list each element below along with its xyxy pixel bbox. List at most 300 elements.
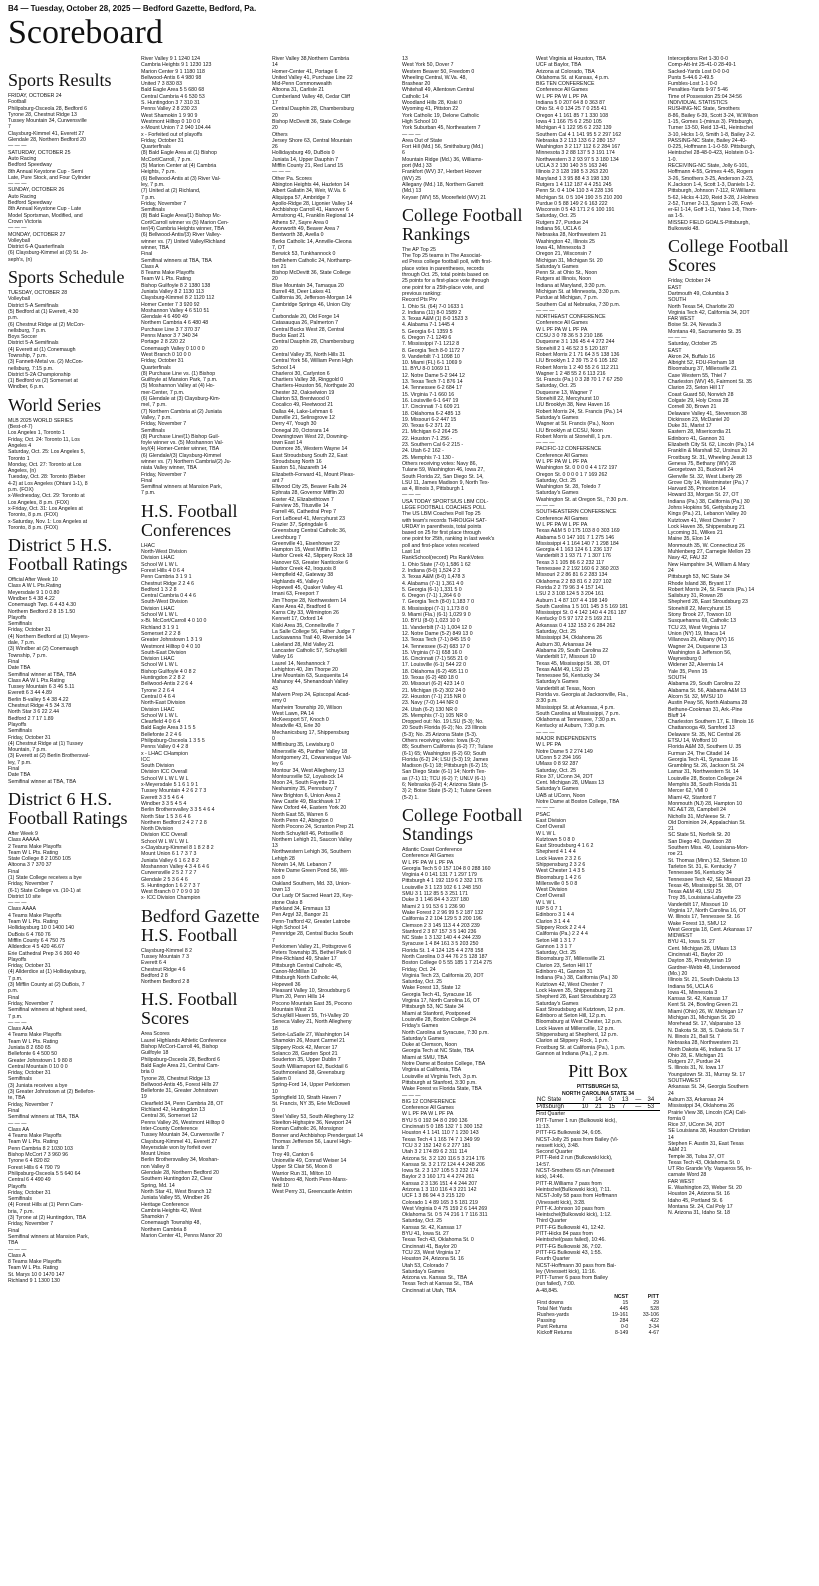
table-row xyxy=(536,1104,660,1111)
text-line: Pittsburgh North Catholic 44, xyxy=(272,975,339,982)
text-block xyxy=(8,831,132,1284)
text-line: Monmouth 35, W. Connecticut 26 xyxy=(668,542,745,549)
text-line: Michigan 31, Michigan St. 20 xyxy=(668,1015,735,1022)
text-line: Claysburg-Kimmel 8 2 1120 112 xyxy=(141,295,215,302)
text-line: PITT-FG Bulkowski 43, 1:55. xyxy=(536,1249,603,1256)
text-line: Marion Center 41, Penns Manor 20 xyxy=(141,1232,223,1239)
text-line: Nebraska 28, Northwestern 21 xyxy=(668,1040,739,1047)
text-line: Fourth Quarter xyxy=(536,1256,571,1263)
text-line: te, TBA xyxy=(8,1095,26,1102)
text-line: Lock Haven 35, Shippensburg 21 xyxy=(536,987,613,994)
text-line: United Valley 41, Purchase Line 22 xyxy=(272,74,353,81)
text-line: Blue Mountain 34, Tamaqua 20 xyxy=(272,282,344,289)
text-line: Tyrone 2 2 6 4 xyxy=(141,687,175,694)
text-line: Colorado 1 4 89 165 3 5 181 219 xyxy=(402,1199,478,1206)
text-line: School W L W L W L xyxy=(141,838,189,845)
text-line: SOUTHWEST xyxy=(668,1078,702,1085)
text-line: nessett kick), 3:48. xyxy=(536,1142,580,1149)
text-line: SATURDAY, OCTOBER 25 xyxy=(8,149,71,156)
text-line: 8th Annual Keystone Cup - Semi xyxy=(8,168,83,175)
text-line: Montgomery 21, Cowanesque Val- xyxy=(272,754,352,761)
text-line: Cambridge Springs 46, Union City xyxy=(272,301,351,308)
text-line: 24. Utah 6-2 162 - xyxy=(402,448,444,455)
text-line: Comp-Att-Int 25-41-0 28-49-1 xyxy=(668,62,737,69)
text-line: — — — xyxy=(536,440,555,447)
text-line: 25. Memphis 7-1 130 - xyxy=(402,454,454,461)
text-line: lands 7 xyxy=(272,1145,289,1152)
text-line: Forest Hills 4 0 6 4 xyxy=(141,567,185,574)
text-line: Robert Morris 2 1 71 64 3 5 138 136 xyxy=(536,351,620,358)
text-line: ley 6 xyxy=(272,761,283,768)
text-line: Cincinnati at Utah, TBA xyxy=(402,1287,456,1294)
text-line: Colgate 29, Holy Cross 28 xyxy=(668,397,729,404)
text-line: PITT-FG Bulkowski 34, 6:05. xyxy=(536,1130,603,1137)
text-line: North-East Division xyxy=(141,700,186,707)
text-line: Louisville at Virginia Tech, 3 p.m. xyxy=(402,1073,478,1080)
text-line: After Week 9 xyxy=(8,830,38,837)
text-line: Maryland 1 3 95 88 4 3 198 130 xyxy=(536,175,610,182)
text-line: Wagner 1 2 48 55 2 6 113 216 xyxy=(536,370,606,377)
text-line: Springfield 10, Strath Haven 7 xyxy=(272,1094,342,1101)
text-line: FAR WEST xyxy=(668,1178,695,1185)
text-line: S. Huntingdon 3 7 310 31 xyxy=(141,100,200,107)
text-line: Robert Morris at Stonehill, 1 p.m. xyxy=(536,433,612,440)
text-line: Valley, 7 p.m. xyxy=(141,414,172,421)
text-line: Semifinal winners at highest seed, xyxy=(8,1007,87,1014)
text-line: Fort LeBoeuf 41, Mercyhurst 23 xyxy=(272,515,345,522)
box-subtitle: NORTH CAROLINA STATE 34 xyxy=(562,1090,634,1097)
text-line: PSAC xyxy=(536,811,551,818)
text-line: Friday, November 7 xyxy=(141,200,187,207)
text-line: Division ICC Overall xyxy=(141,769,188,776)
text-line: — — — xyxy=(272,169,291,176)
text-line: Whitehall 49, Allentown Central xyxy=(402,87,474,94)
text-line: Everett 6 3 44 4.89 xyxy=(8,690,52,697)
text-line: Tussey Mountain 34, Curwensville 7 xyxy=(141,1132,225,1139)
text-line: Wake Forest 13, State 12 xyxy=(402,985,461,992)
text-line: one point for a 25th-place vote, and xyxy=(402,284,484,291)
text-line: (7) United at (2) Richland, xyxy=(141,188,201,195)
text-block xyxy=(141,948,265,986)
text-line: Virginia Tech 42, California 34, 2OT xyxy=(668,309,750,316)
text-line: Semifinal winners at TBA, TBA xyxy=(141,257,212,264)
text-line: 9. Miami (Fla.) (6-1) 1,029 9 0 xyxy=(402,612,471,619)
text-line: Berwick 53, Tunkhannock 0 xyxy=(272,251,336,258)
text-line: Gardner-Webb 48, Lindenwood xyxy=(668,964,741,971)
text-line: Indiana at Maryland, 3:30 p.m. xyxy=(536,282,607,289)
text-line: Vanderbilt 3 1 93 71 7 1 307 176 xyxy=(536,553,611,560)
text-line: (5) Marion Center at (4) Cambria xyxy=(141,163,217,170)
text-line: Line Mountain 63, Susquenita 14 xyxy=(272,673,348,680)
text-line: St. Francis (Pa.) 0 3 28 70 1 7 67 250 xyxy=(536,377,623,384)
text-line: District 10 site xyxy=(8,893,41,900)
text-line: Sacked-Yards Lost 0-0 0-0 xyxy=(668,68,730,75)
text-line: PITT-Hicks 84 pass from xyxy=(536,1231,593,1238)
text-line: port (Md.) 33 xyxy=(402,163,432,170)
table-cell: 8-149 xyxy=(615,1330,629,1336)
text-line: Charleroi 30, Carlynton 6 xyxy=(272,370,330,377)
text-line: Hampton 15, West Mifflin 13 xyxy=(272,547,337,554)
text-line: School W L W L xyxy=(141,612,178,619)
text-line: Solanco 28, Garden Spot 21 xyxy=(272,1050,338,1057)
text-line: Bellefonte 2 2 4 6 xyxy=(141,731,182,738)
line-score-table xyxy=(536,1097,660,1112)
text-line: Harvard 35, Princeton 14 xyxy=(668,486,726,493)
text-line: ETSU 14, Wofford 10 xyxy=(668,737,718,744)
text-line: Northern Lehigh 21, Saucon Valley xyxy=(272,836,353,843)
text-line: Oregon 4 1 161 85 7 1 330 108 xyxy=(536,112,609,119)
text-line: Chestnut Ridge 4 5 34 3.78 xyxy=(8,703,72,710)
text-line: (3) Mifflin County at (2) DuBois, 7 xyxy=(8,982,85,989)
text-line: Penn-Trafford 42, Greater Latrobe xyxy=(272,918,351,925)
text-line: Northern Bedford 2 4 2 7 2 8 xyxy=(141,819,207,826)
text-line: Bloomsburg 1 4 2 6 xyxy=(536,874,581,881)
text-line: — — — xyxy=(8,900,27,907)
section-heading: Sports Schedule xyxy=(8,267,125,288)
text-line: Hollidaysburg 10 0 1400 140 xyxy=(8,925,75,932)
text-line: North Pocono 24, Scranton Prep 21 xyxy=(272,824,355,831)
text-line: W L PF PA W L PF PA xyxy=(402,1111,454,1118)
text-line: Central 36, Somerset 12 xyxy=(141,1113,198,1120)
text-line: 7. Mississippi 7-1 1212 8 xyxy=(402,341,460,348)
text-line: 19 xyxy=(141,1094,147,1101)
text-line: 4 Teams Make Playoffs xyxy=(8,1133,62,1140)
text-line: Clemson 2 3 145 113 4 4 203 239 xyxy=(402,922,480,929)
text-block xyxy=(402,847,526,1294)
text-line: 16. Louisville 6-1 647 19 xyxy=(402,397,459,404)
text-line: Toronto, 8 p.m. (FOX) xyxy=(8,524,59,531)
table-cell: 0 xyxy=(607,1097,620,1104)
text-line: Hopewell 45, Quaker Valley 41 xyxy=(272,584,343,591)
text-line: ter/(4) Cambria Heights winner, TBA xyxy=(141,226,225,233)
text-line: Semifinal winner at TBA, TBA xyxy=(8,671,77,678)
text-line: School W L W L W L xyxy=(141,775,189,782)
text-line: Saturday's Games xyxy=(536,414,579,421)
text-line: ley/(4) Homer-Center winner, TBA xyxy=(141,446,220,453)
text-line: stone Oaks 8 xyxy=(272,899,303,906)
text-line: South Williamsport 62, Bucktail 6 xyxy=(272,1063,348,1070)
text-line: 17. Cincinnati 7-1 609 21 xyxy=(402,404,460,411)
text-line: Meyersdale won by forfeit over xyxy=(141,1144,212,1151)
text-line: EAST xyxy=(668,284,682,291)
text-line: Nicholls 31, McNeese St. 7 xyxy=(668,813,731,820)
text-line: nellsburg, 7 p.m. xyxy=(8,327,47,334)
text-line: (6) Glendale/(3) Claysburg-Kimmel xyxy=(141,452,222,459)
text-line: Pennridge 28, Central Bucks South xyxy=(272,931,354,938)
text-line: Laurel 14, Neshannock 7 xyxy=(272,660,330,667)
text-line: Texas Tech at Kansas St., TBA xyxy=(402,1281,474,1288)
text-line: 1. Ohio State (7-0) 1,586 1 62 xyxy=(402,561,471,568)
text-line: Shepherd 28, East Stroudsburg 23 xyxy=(536,994,616,1001)
text-line: Homer-Center 41, Portage 6 xyxy=(272,68,338,75)
text-line: Franklin & Marshall 52, Ursinus 20 xyxy=(668,448,748,455)
text-line: carnate Word 28 xyxy=(668,1172,707,1179)
text-line: with team's records THROUGH SAT- xyxy=(402,517,487,524)
text-line: ed Press college football poll, with first- xyxy=(402,259,492,266)
text-line: 12. Notre Dame 5-2 944 12 xyxy=(402,372,465,379)
text-line: Harbor Creek 42, Slippery Rock 18 xyxy=(272,553,353,560)
text-line: Auburn 33, Arkansas 24 xyxy=(668,1096,724,1103)
text-line: Semifinals xyxy=(8,1076,32,1083)
text-line: W L PF PA W L PF PA xyxy=(402,859,454,866)
text-line: Coast Guard 50, Norwich 28 xyxy=(668,391,734,398)
text-line: Iowa 4 1 166 75 6 2 250 105 xyxy=(536,118,602,125)
text-line: W L W L xyxy=(536,830,556,837)
text-line: Auto Racing xyxy=(8,193,37,200)
text-line: Bishop McDevitt 36, State College xyxy=(272,270,351,277)
text-line: Record Pts Prv xyxy=(402,297,437,304)
text-line: Friday, October 24 xyxy=(668,278,711,285)
text-line: Kansas St. 42, Kansas 17 xyxy=(402,1224,462,1231)
text-line: Navy 42, FAU 32 xyxy=(668,555,708,562)
text-line: Souderton 35, Upper Dublin 7 xyxy=(272,1057,341,1064)
text-line: x - LHAC CHampion xyxy=(141,750,188,757)
text-line: BIG 12 CONFERENCE xyxy=(402,1098,456,1105)
text-line: — — — xyxy=(402,492,421,499)
text-line: NCST-Jolly 25 pass from Bailey (Vi- xyxy=(536,1136,619,1143)
text-line: Saturday, Oct. 25 xyxy=(402,1218,442,1225)
text-line: Township, 7 p.m. xyxy=(8,652,47,659)
text-line: Houston 24, Arizona St. 16 xyxy=(668,1191,730,1198)
text-line: Utah 53, Colorado 7 xyxy=(402,1262,449,1269)
text-line: North Star 3 6 22 2.44 xyxy=(8,709,60,716)
text-line: School 14 xyxy=(272,364,296,371)
text-line: Indiana (Pa.) 38, California (Pa.) 30 xyxy=(536,975,618,982)
text-line: Albright 52, FDU-Florham 18 xyxy=(668,360,735,367)
text-line: Bedford 2 7 17 1.89 xyxy=(8,715,54,722)
text-line: Semifinal winners at Mansion Park, xyxy=(8,1233,90,1240)
text-line: Everett 3 3 5 4 6 4 xyxy=(141,794,184,801)
text-line: Guilfoyle at Mansion Park, 7 p.m. xyxy=(141,377,218,384)
text-line: Clarion 23, Seton Hill 17 xyxy=(668,385,724,392)
text-line: California (Pa.) 2 2 4 4 xyxy=(536,931,588,938)
text-line: Louisville 3 1 123 102 6 1 248 150 xyxy=(402,884,482,891)
text-line: Third Quarter xyxy=(536,1218,567,1225)
text-line: URDAY in parenthesis, total points xyxy=(402,523,482,530)
text-block xyxy=(141,543,265,902)
text-line: New Hampshire 34, William & Mary xyxy=(668,561,750,568)
text-line: Akron 24, Buffalo 16 xyxy=(668,353,715,360)
text-line: Baylor 2 3 160 171 4 4 274 261 xyxy=(402,1174,475,1181)
text-line: 20 xyxy=(272,112,278,119)
section-heading: Pitt Box xyxy=(568,1061,628,1082)
text-line: 2. Indiana (11) 8-0 1589 2 xyxy=(402,309,462,316)
text-line: Our Lady Of Sacred Heart 23, Key- xyxy=(272,893,354,900)
text-line: Mississippi St. at Arkansas, 4 p.m. xyxy=(536,704,615,711)
text-line: Friday, November 7 xyxy=(141,471,187,478)
text-line: Kansas St. 42, Kansas 17 xyxy=(668,996,728,1003)
text-line: Notre Dame at Boston College, TBA xyxy=(536,799,620,806)
text-line: Bishop Guilfoyle 8 2 1380 138 xyxy=(141,282,211,289)
text-line: (3) Greater Johnstown at (2) Bellefon- xyxy=(8,1089,96,1096)
text-line: Temple 38, Tulsa 37, OT xyxy=(668,1153,725,1160)
text-line: Frazier 37, Springdale 6 xyxy=(272,521,328,528)
text-line: MAJOR INDEPENDENTS xyxy=(536,736,597,743)
text-line: Allegany (Md.) 18, Northern Garrett xyxy=(402,181,484,188)
text-line: Playoffs xyxy=(8,956,27,963)
text-line: River Valley 9 1 1240 124 xyxy=(141,56,201,62)
text-line: (4) Forest Hills at (1) Penn Cam- xyxy=(8,1202,83,1209)
text-line: Imani 63, Freeport 7 xyxy=(272,591,319,598)
text-line: Cincinnati 41, Baylor 20 xyxy=(668,952,723,959)
text-line: Friday, November 7 xyxy=(8,1221,54,1228)
text-line: Frostburg St. at California (Pa.), 1 p.m. xyxy=(536,1044,626,1051)
text-line: (1) State College receives a bye xyxy=(8,874,82,881)
section-heading: College Football Standings xyxy=(402,804,523,844)
text-line: Saturday, Oct. 25 xyxy=(536,213,576,220)
text-line: North Star 41, West Branch 12 xyxy=(141,1188,212,1195)
text-line: West Branch 0 10 0 0 xyxy=(141,351,191,358)
text-line: Laurel Highlands Athletic Conference xyxy=(141,1037,227,1044)
text-line: Mount Union 6 1 7 3 7 3 xyxy=(141,851,197,858)
text-line: Spring, Md. 14 xyxy=(141,1182,175,1189)
text-line: Canon-McMillan 10 xyxy=(272,969,317,976)
text-line: Kentucky 0 5 97 172 2 5 169 211 xyxy=(536,616,612,623)
text-line: p.m. xyxy=(8,315,19,322)
text-line: one point for 25th, ranking in last week's xyxy=(402,536,495,543)
text-line: TBA xyxy=(8,1240,19,1247)
text-line: seph's, (n) xyxy=(8,256,33,263)
text-line: Stony Brook 27, Towson 10 xyxy=(668,612,732,619)
text-line: SOUTH xyxy=(668,675,687,682)
text-line: MONDAY, OCTOBER 27 xyxy=(8,231,66,238)
text-line: Central Valley 35, North Hills 31 xyxy=(272,351,346,358)
text-line: 15. Virginia 7-1 660 16 xyxy=(402,391,455,398)
text-line: RECEIVING-NC State, Jolly 6-101, xyxy=(668,163,749,170)
text-line: Penalties-Yards 9-97 5-46 xyxy=(668,87,728,94)
text-line: Tussey Mountain 6 3 46 5.11 xyxy=(8,684,75,691)
text-line: Team W L Pts. Rating xyxy=(8,1139,58,1146)
text-line: Florida A&M 33, Southern U. 35 xyxy=(668,744,742,751)
text-line: Kansas 2 3 136 151 4 4 244 207 xyxy=(402,1180,477,1187)
text-line: er-El 1-14, Goff 1-11, Yates 1-8, Thom- xyxy=(668,207,758,214)
text-line: Tennessee 2 2 192 160 6 2 360 203 xyxy=(536,566,619,573)
text-line: Waynesburg 0 xyxy=(668,656,702,663)
text-line: Friday, October 31 xyxy=(141,137,184,144)
text-line: (6) Glendale at (3) Claysburg-Kim- xyxy=(141,396,221,403)
text-line: Farrell 46, Cathedral Prep 7 xyxy=(272,509,337,516)
text-line: North Carolina at Syracuse, 7:30 p.m. xyxy=(402,1029,489,1036)
text-line: Hoffmann 4-55, Grimes 4-45, Rogers xyxy=(668,169,754,176)
text-line: Manheim Township 20, Wilson xyxy=(272,704,342,711)
text-line: Jim Thorpe 28, Northwestern 14 xyxy=(272,597,347,604)
text-line: South Florida 22, San Diego St. 14, xyxy=(402,473,484,480)
text-line: Angeles, (n) xyxy=(8,468,36,475)
text-line: Catasauqua 26, Palmerton 7 xyxy=(272,320,339,327)
text-line: Final xyxy=(8,658,20,665)
text-line: Clarion 23, Seton Hill 17 xyxy=(536,962,592,969)
text-line: (6) Bellwood-Antis/(3) River Valley- xyxy=(141,232,222,239)
section-heading: College Football Scores xyxy=(668,236,789,276)
table-cell: 14 xyxy=(594,1097,607,1104)
text-line: Berlin B-valley 5 4 38 4.22 xyxy=(8,696,69,703)
text-line: Spring-Ford 14, Upper Perkiomen xyxy=(272,1082,350,1089)
text-line: East Stroudsburg South 22, East xyxy=(272,452,348,459)
text-line: Mississippi St. 0 4 142 140 4 4 261 187 xyxy=(536,610,627,617)
text-line: SC State 51, Norfolk St. 20 xyxy=(668,832,731,839)
text-line: Final xyxy=(141,477,153,484)
text-line: Chattanooga 49, Samford 13 xyxy=(668,725,735,732)
text-line: Mifflinburg 35, Lewisburg 0 xyxy=(272,742,334,749)
text-line: Frostburg St. 31, Wheeling Jesuit 13 xyxy=(668,454,752,461)
text-line: S. Illinois 31, N. Iowa 17 xyxy=(668,1065,724,1072)
text-line: Los Angeles 1, Toronto 1 xyxy=(8,430,66,437)
text-line: W. Illinois 17, Tennessee St. 16 xyxy=(668,914,740,921)
text-line: Class A W L Pts.Rating xyxy=(8,583,62,590)
text-line: Juniata 14, Upper Dauphin 7 xyxy=(272,156,339,163)
text-line: 18. Oklahoma 6-2 485 13 xyxy=(402,410,461,417)
text-line: Richland 42, Huntingdon 13 xyxy=(141,1107,206,1114)
text-line: 11:13. xyxy=(536,1123,551,1130)
section-heading: H.S. Football Conferences xyxy=(141,500,238,540)
table-cell: NCST xyxy=(614,1294,629,1300)
text-line: Arkansas 0 4 132 153 2 6 284 262 xyxy=(536,622,616,629)
text-line: Valley 16 xyxy=(272,654,293,661)
text-line: Juniata Valley 6 1 6 2 8 2 xyxy=(141,857,199,864)
text-line: Bellefonte 31, Greater Johnstown xyxy=(141,1088,218,1095)
text-line: Rutgers 1 4 112 187 4 4 251 245 xyxy=(536,181,612,188)
text-line: Friday, November 7 xyxy=(8,1101,54,1108)
section-heading: District 6 H.S. Football Ratings xyxy=(8,788,128,828)
text-line: Cornell 30, Brown 21 xyxy=(668,404,717,411)
text-line: The AP Top 25 xyxy=(402,246,436,253)
text-line: NC State 1 3 132 140 4 4 244 239 xyxy=(402,935,481,942)
text-line: Parkland 34, Emmaus 13 xyxy=(272,906,331,913)
text-line: SUNDAY, OCTOBER 26 xyxy=(8,187,65,194)
text-line: Semifinal winners at TBA, TBA xyxy=(8,1114,79,1121)
text-line: McKeesport 57, Knoch 0 xyxy=(272,717,329,724)
text-line: Cincinnati 41, Baylor 20 xyxy=(402,1243,457,1250)
text-line: First Quarter xyxy=(536,1111,566,1118)
text-line: Texas Tech 4 1 165 74 7 1 349 99 xyxy=(402,1136,480,1143)
text-line: as 4, Illinois 3, Pittsburgh 1 xyxy=(402,486,464,493)
text-line: Playoffs xyxy=(8,721,27,728)
text-line: 16. Cincinnati (7-1) 565 21 0 xyxy=(402,656,468,663)
text-line: Brashear 20 xyxy=(402,81,431,88)
text-line: Ephrata 28, Governor Mifflin 20 xyxy=(272,490,344,497)
text-line: Bedford Speedway xyxy=(8,200,52,207)
text-block xyxy=(668,278,792,1216)
text-line: field 10 xyxy=(272,1183,289,1190)
text-line: Tennessee 56, Kentucky 34 xyxy=(536,673,600,680)
text-line: son 0 xyxy=(272,874,285,881)
text-line: Erie Cathedral Prep 3 6 360 40 xyxy=(8,950,80,957)
text-line: Leechburg 7 xyxy=(272,534,301,541)
text-line: Arizona vs. Kansas St., TBA xyxy=(402,1275,468,1282)
text-line: UT Rio Grande Vly. Vaqueros 56, In- xyxy=(668,1166,752,1173)
text-line: Montana 49, Sacramento St. 35 xyxy=(668,328,742,335)
text-line: PITT-K.Johnson 10 pass from xyxy=(536,1205,605,1212)
text-line: Bloomsburg 37, Millersville 21 xyxy=(668,366,737,373)
text-line: Lock Haven 2 3 2 6 xyxy=(536,855,581,862)
text-line: Indiana (Pa.) 38, California (Pa.) 30 xyxy=(668,498,750,505)
text-line: Philipsburg-Osceola 5 5 640 64 xyxy=(8,1170,81,1177)
table-cell: 528 xyxy=(650,1306,659,1312)
text-line: (5) Moshannon Valley at (4) Ho- xyxy=(141,383,215,390)
text-line: Michigan 31, Michigan St. 20 xyxy=(536,257,603,264)
text-line: Iowa St. 2 3 137 105 5 3 232 174 xyxy=(402,1168,479,1175)
text-line: (run failed), 7:00. xyxy=(536,1281,576,1288)
text-line: 4. Alabama (7-1) 1,361 4 0 xyxy=(402,580,464,587)
text-line: Armstrong 41, Franklin Regional 14 xyxy=(272,213,354,220)
text-line: Bellefonte 6 4 500 50 xyxy=(8,1051,58,1058)
text-line: (6-1) State College vs. (10-1) at xyxy=(8,887,81,894)
text-line: Pittsburgh 53, NC State 34 xyxy=(402,1004,464,1011)
text-line: 7 xyxy=(272,307,275,314)
text-line: Mountain Ridge (Md.) 36, Williams- xyxy=(402,156,484,163)
text-line: West Virginia at Houston, TBA xyxy=(536,56,606,62)
text-line: IUP 5 0 7 1 xyxy=(536,906,562,913)
